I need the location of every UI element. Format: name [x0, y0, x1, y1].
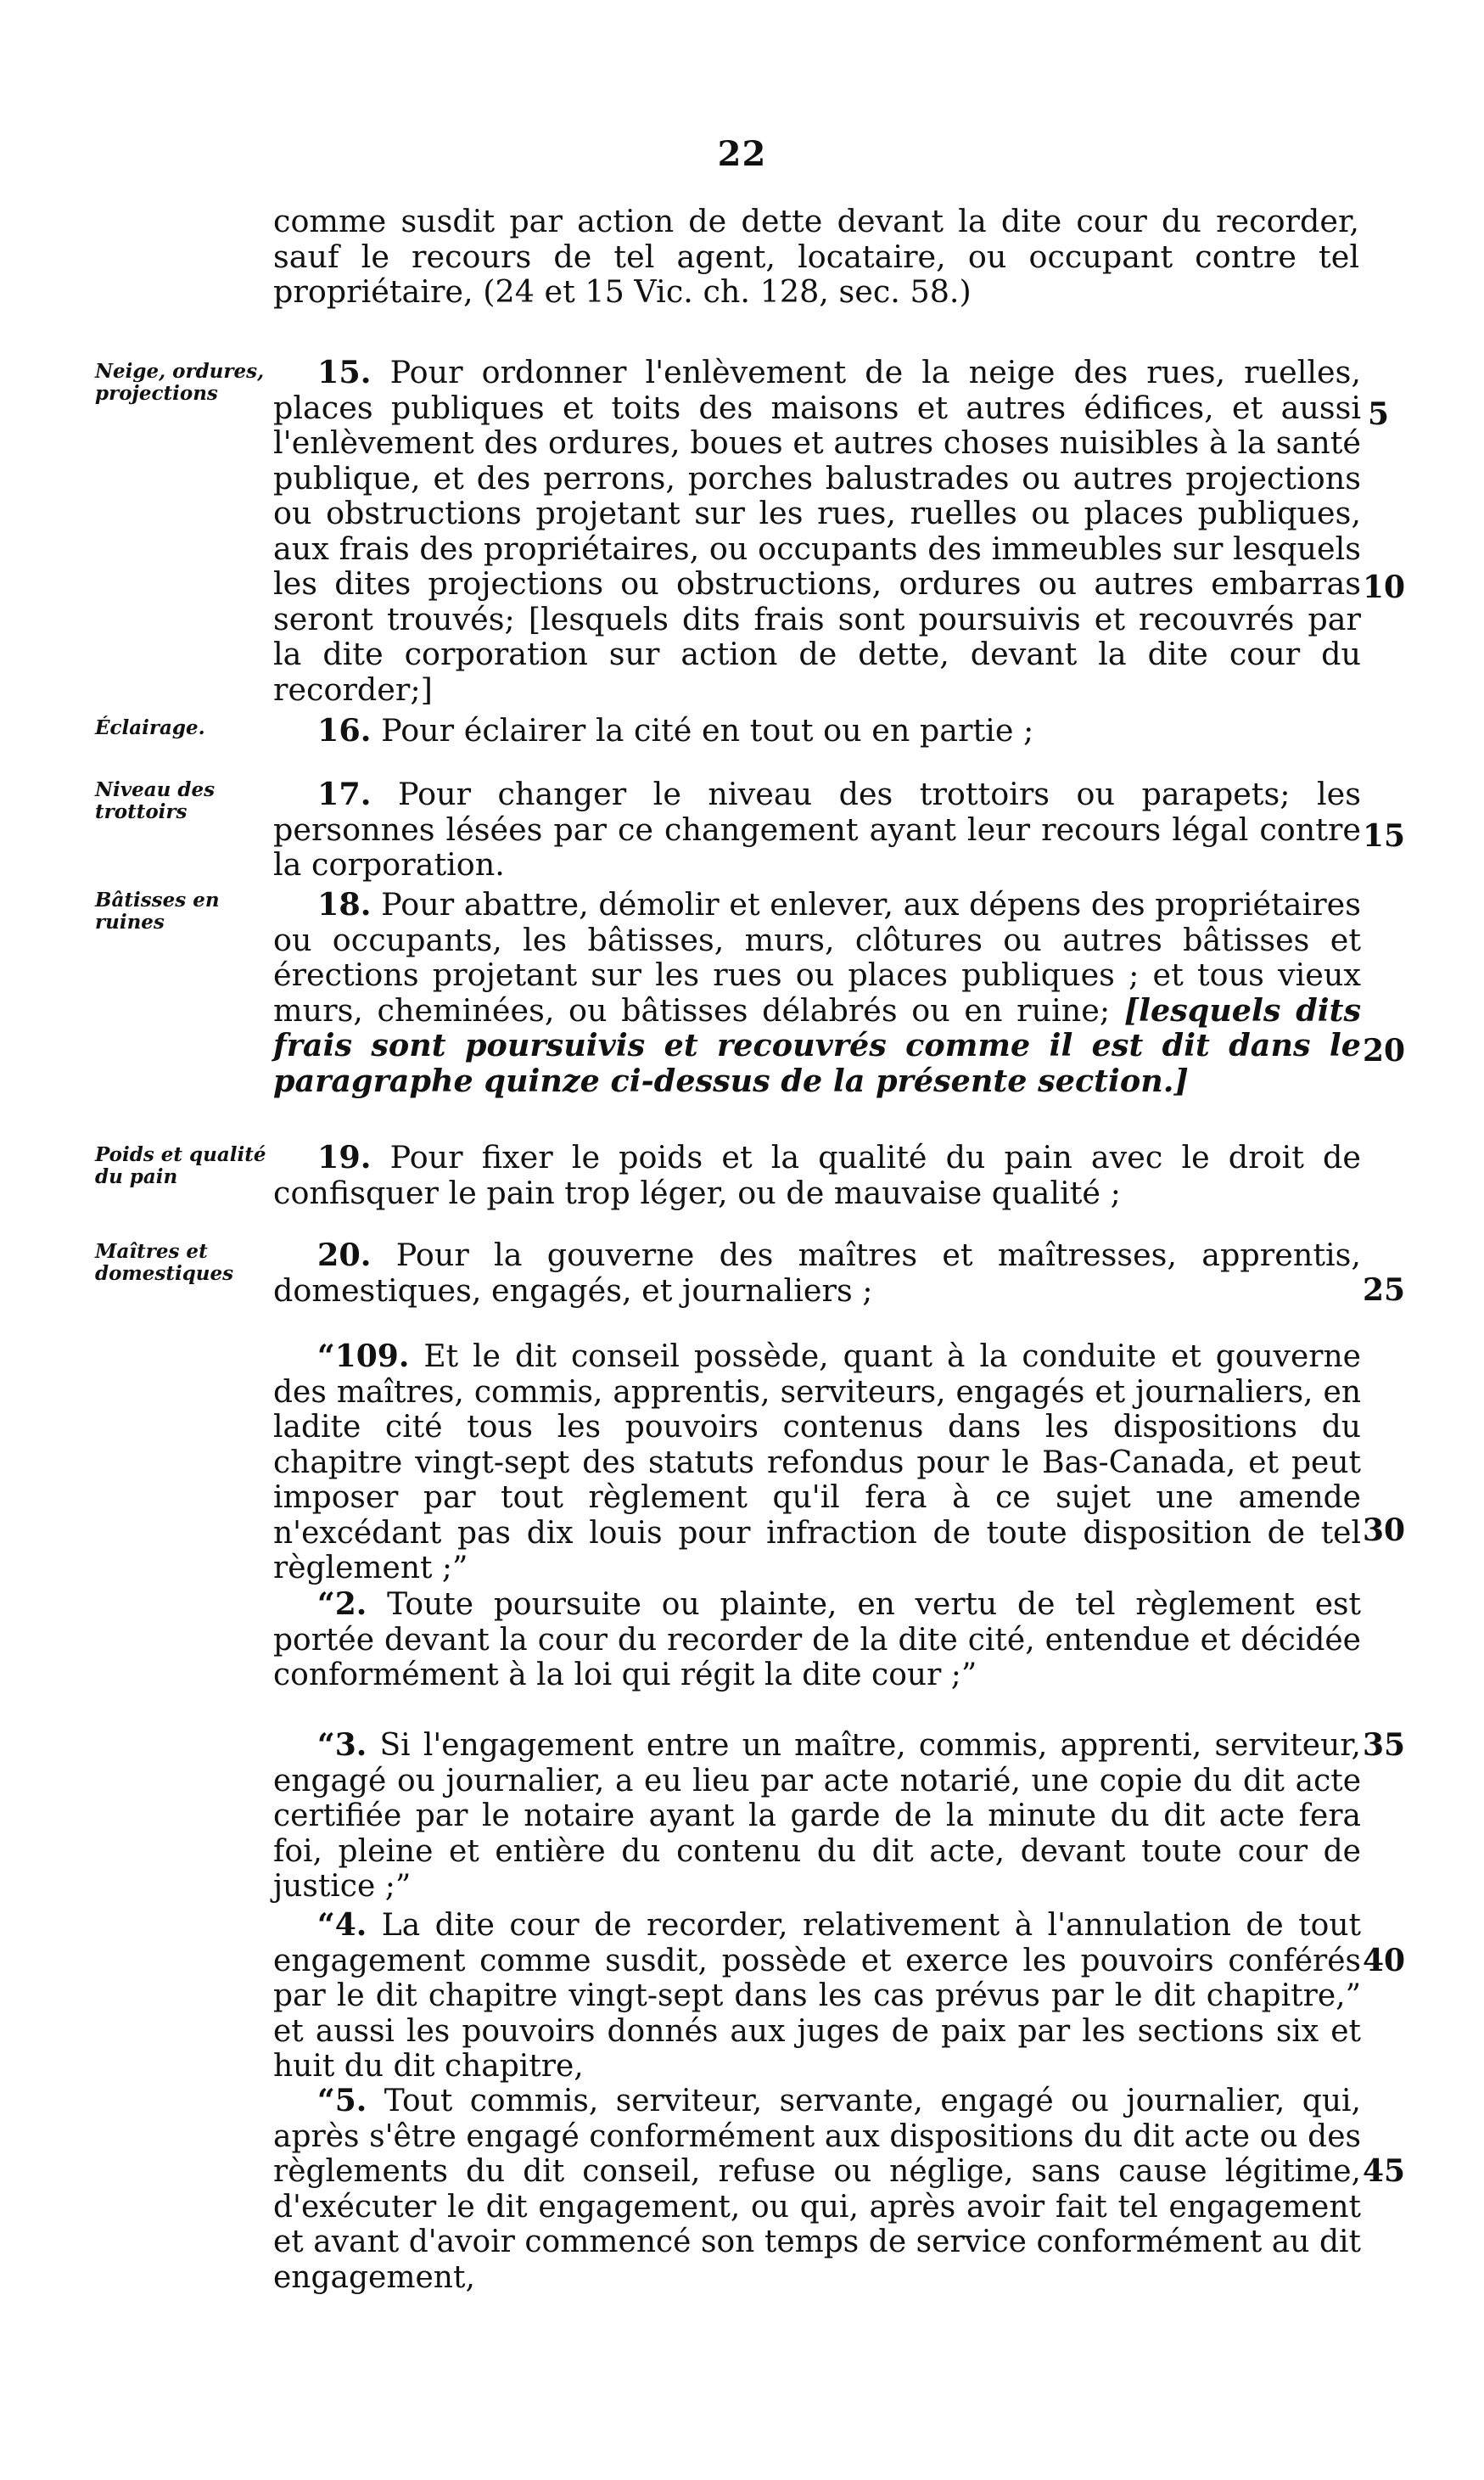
margin-note-maitres-domestiques: Maîtres et domestiques — [95, 1240, 234, 1285]
margin-note-eclairage: Éclairage. — [95, 716, 205, 739]
quote-body: Et le dit conseil possède, quant à la conduite et gouverne des maîtres, commis, apprentis, serviteurs, engagés et journaliers, en ladite cité tous les pouvoirs contenus dans les dispositions du chapitre vingt-sept des statuts refondus pour le Bas-Canada, et peut imposer par tout règlement qu'il fera à ce sujet une amende n'excédant pas dix louis pour infraction de toute disposition de tel règlement ;” — [273, 1339, 1361, 1585]
margin-note-poids-pain: Poids et qualité du pain — [95, 1143, 266, 1188]
paragraph-bracket: [lesquels dits frais sont poursuivis et recouvrés comme il est dit dans le paragraphe quinze ci-dessus de la présente section.] — [273, 991, 1361, 1099]
page-number: 22 — [717, 134, 767, 174]
intro-paragraph: comme susdit par action de dette devant la dite cour du recorder, sauf le recours de tel agent, locataire, ou occupant contre tel propriétaire, (24 et 15 Vic. ch. 128, sec. 58.) — [273, 203, 1359, 310]
paragraph-body: Pour abattre, démolir et enlever, aux dépens des propriétaires ou occupants, les bâtisses, murs, clôtures ou autres bâtisses et érections projetant sur les rues ou places publiques ; et tous vieux murs, cheminées, ou bâtisses délabrés ou en ruine; — [273, 886, 1361, 1029]
paragraph-number: 15. — [317, 354, 372, 390]
paragraph-number: 16. — [317, 712, 372, 749]
quote-section-4 — [273, 1908, 1361, 2084]
quote-number: “2. — [317, 1586, 367, 1622]
paragraph-18 — [273, 887, 1361, 1098]
paragraph-20 — [273, 1237, 1361, 1308]
quote-section-2 — [273, 1587, 1361, 1693]
margin-note-neige: Neige, ordures, projections — [95, 360, 265, 405]
paragraph-body: Pour ordonner l'enlèvement de la neige des rues, ruelles, places publiques et toits des maisons et autres édifices, et aussi l'enlèvement des ordures, boues et autres choses nuisibles à la santé publique, et des perrons, porches balustrades ou autres projections ou obstructions projetant sur les rues, ruelles ou places publiques, aux frais des propriétaires, ou occupants des immeubles sur lesquels les dites projections ou obstructions, ordures ou autres embarras seront trouvés; — [273, 354, 1361, 637]
paragraph-number: 17. — [317, 776, 372, 812]
line-number: 15 — [1363, 818, 1406, 854]
quote-number: “3. — [317, 1727, 367, 1763]
quote-body: Si l'engagement entre un maître, commis, apprenti, serviteur, engagé ou journalier, a eu lieu par acte notarié, une copie du dit acte certifiée par le notaire ayant la garde de la minute du dit acte fera foi, pleine et entière du contenu du dit acte, devant toute cour de justice ;” — [273, 1728, 1361, 1904]
line-number: 25 — [1363, 1272, 1406, 1308]
paragraph-bracket: [lesquels dits frais sont poursuivis et recouvrés par la dite corporation sur action de dette, devant la dite cour du recorder;] — [273, 600, 1362, 708]
paragraph-number: 19. — [317, 1139, 372, 1175]
paragraph-body: Pour éclairer la cité en tout ou en partie ; — [381, 712, 1034, 749]
quote-body: Toute poursuite ou plainte, en vertu de tel règlement est portée devant la cour du recorder de la dite cité, entendue et décidée conformément à la loi qui régit la dite cour ;” — [273, 1587, 1361, 1692]
paragraph-body: Pour changer le niveau des trottoirs ou parapets; les personnes lésées par ce changement ayant leur recours légal contre la corporation. — [273, 776, 1361, 883]
quote-body: Tout commis, serviteur, servante, engagé ou journalier, qui, après s'être engagé conformément aux dispositions du dit acte ou des règlements du dit conseil, refuse ou néglige, sans cause légitime, d'exécuter le dit engagement, ou qui, après avoir fait tel engagement et avant d'avoir commencé son temps de service conformément au dit engagement, — [273, 2084, 1361, 2295]
margin-note-batisses-ruines: Bâtisses en ruines — [95, 889, 220, 934]
quote-section-5 — [273, 2084, 1361, 2295]
line-number: 40 — [1363, 1943, 1406, 1978]
paragraph-15 — [273, 355, 1361, 707]
paragraph-19 — [273, 1140, 1361, 1210]
quote-body: La dite cour de recorder, relativement à l'annulation de tout engagement comme susdit, possède et exerce les pouvoirs conférés par le dit chapitre vingt-sept dans les cas prévus par le dit chapitre,” et aussi les pouvoirs donnés aux juges de paix par les sections six et huit du dit chapitre, — [273, 1908, 1361, 2084]
margin-note-niveau-trottoirs: Niveau des trottoirs — [95, 778, 216, 823]
paragraph-body: Pour fixer le poids et la qualité du pain avec le droit de confisquer le pain trop léger, ou de mauvaise qualité ; — [273, 1139, 1361, 1211]
quote-number: “109. — [317, 1338, 410, 1374]
paragraph-17 — [273, 777, 1361, 883]
quote-section-3 — [273, 1728, 1361, 1905]
paragraph-16 — [273, 713, 1361, 749]
paragraph-body: Pour la gouverne des maîtres et maîtresses, apprentis, domestiques, engagés, et journaliers ; — [273, 1237, 1361, 1309]
line-number: 35 — [1363, 1727, 1406, 1763]
paragraph-number: 20. — [317, 1237, 372, 1273]
line-number: 30 — [1363, 1512, 1406, 1548]
paragraph-number: 18. — [317, 886, 372, 923]
line-number: 5 — [1368, 396, 1390, 432]
quote-number: “5. — [317, 2083, 367, 2118]
line-number: 10 — [1363, 570, 1406, 605]
quote-number: “4. — [317, 1907, 367, 1943]
quote-section-109 — [273, 1339, 1361, 1586]
line-number: 45 — [1363, 2153, 1406, 2189]
line-number: 20 — [1363, 1033, 1406, 1069]
